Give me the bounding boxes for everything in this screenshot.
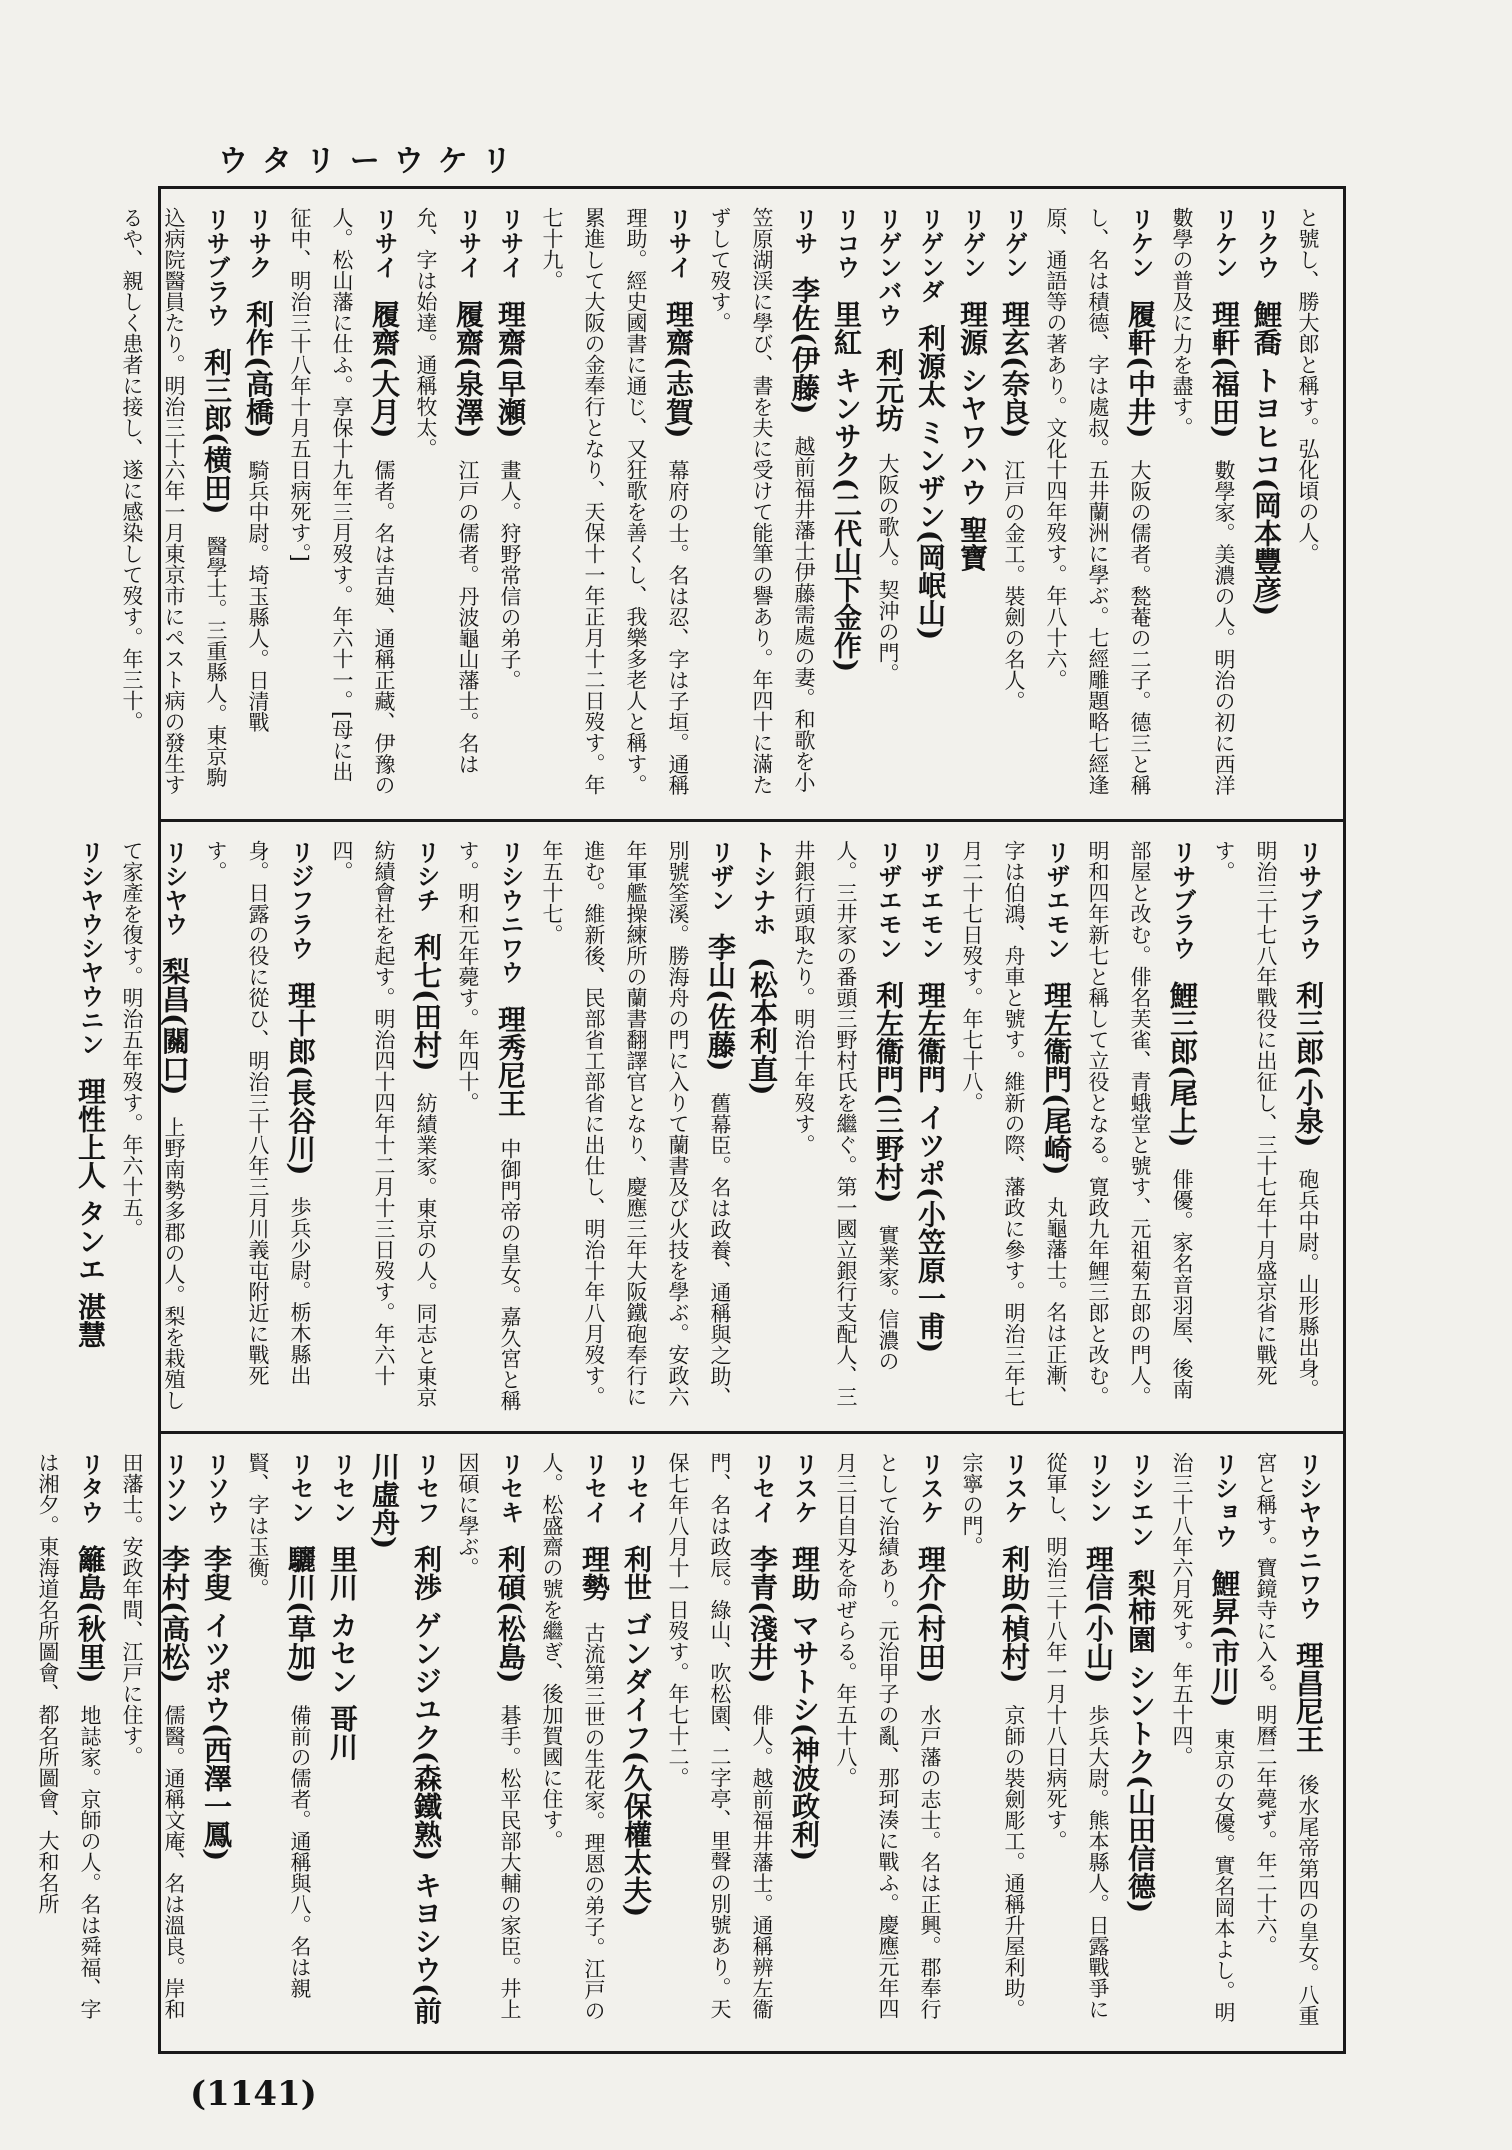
entry-headword: 利渉 ゲンジユク(森鐵熟) キヨシウ(前川虛舟) [368,1452,443,2025]
dictionary-entry [363,1452,447,2033]
entry-reading: リゲンバウ [874,207,902,327]
page-number: (1141) [190,2074,317,2114]
entry-headword: 理齋(早瀬) [494,300,527,439]
entry-description: 後水尾帝第四の皇女。八重宮と稱す。寶鏡寺に入る。明曆二年薨ず。年二十六。 [1254,1452,1320,2026]
entry-description: 醫學士。三重縣人。東京駒込病院醫員たり。明治三十六年一月東京市にペスト病の發生するや、親しく患者に接し、遂に感染して歿す。年三十。 [120,207,228,795]
dictionary-entry [1287,207,1329,801]
entry-reading: リサイ [370,207,398,279]
entry-reading: リコウ [832,207,860,279]
entry-headword: 利世 ゴンダイフ(久保權太夫) [620,1545,653,1918]
entry-headword: 驪川(草加) [284,1545,317,1684]
entry-headword: 李佐(伊藤) [788,276,821,415]
entry-reading: リセキ [496,1452,524,1524]
entry-headword: 利左衞門(三野村) [872,981,905,1204]
entry-description: 大阪の歌人。契沖の門。 [876,453,900,684]
entry-description: 俳人。越前福井藩士。通稱辨左衞門、名は政辰。綠山、吹松園、二字亭、里聲の別號あり。天保七年八月十一日歿す。年七十二。 [666,1452,774,2020]
entry-headword: 鯉喬 トヨヒコ(岡本豐彦) [1250,300,1283,617]
entry-description: 舊幕臣。名は政養、通稱與之助、別號筌溪。勝海舟の門に入りて蘭書及び火技を學ぶ。安政六年軍艦操練所の蘭書翻譯官となり、慶應三年大阪鐵砲奉行に進む。維新後、民部省工部省に出仕し、明治十年八月歿す。年五十七。 [540,840,732,1408]
dictionary-entry [111,840,195,1413]
entry-reading: リサ [790,207,818,255]
entry-headword: 鯉昇(市川) [1208,1569,1241,1708]
entry-reading: リショウ [1210,1452,1238,1548]
entry-headword: 李村(高松) [158,1545,191,1684]
entry-description: 歩兵大尉。熊本縣人。日露戰爭に從軍し、明治三十八年一月十八日病死す。 [1044,1452,1110,2020]
entry-headword: 李山(佐藤) [704,933,737,1072]
dictionary-entry [111,1452,195,2033]
entry-headword: 履軒(中井) [1124,300,1157,439]
entry-headword: 籬島(秋里) [74,1545,107,1684]
dictionary-entry [783,840,909,1413]
entry-reading: リザエモン [916,840,944,960]
entry-description: 儒者。名は吉廸、通稱正藏、伊豫の人。松山藩に仕ふ。享保十九年三月歿す。年六十一。[母に出征中、明治三十八年十月五日病死す。] [288,207,396,796]
dictionary-entry [237,207,279,801]
entry-description: 歩兵少尉。栃木縣出身。日露の役に從ひ、明治三十八年三月川義屯附近に戰死す。 [204,840,312,1386]
entry-reading: リザン [706,840,734,912]
entry-reading: リサイ [454,207,482,279]
running-head: ウタリーウケリ [218,144,526,179]
dictionary-entry [321,1452,363,2033]
entry-headword: 理齋(志賀) [662,300,695,439]
entry-headword: 理昌尼王 [1292,1641,1325,1753]
tier-middle-text [74,840,1329,1413]
entry-reading: リソウ [202,1452,230,1524]
entry-description: と號し、勝大郎と稱す。弘化頃の人。 [1296,207,1320,564]
entry-reading: リセイ [622,1452,650,1524]
dictionary-entry [1245,1452,1329,2033]
entry-reading: リスケ [916,1452,944,1524]
entry-reading: リゲン [1000,207,1028,279]
entry-reading: リザエモン [874,840,902,960]
entry-headword: 利三郎(横田) [200,348,233,515]
entry-headword: 里川 カセン 哥川 [326,1545,359,1761]
entry-headword: 梨柿園 シントク(山田信德) [1124,1569,1157,1914]
entry-reading: リサブラウ [202,207,230,327]
entry-reading: トシナホ [748,840,776,936]
entry-description: 丸龜藩士。名は正漸、字は伯鴻、舟車と號す。維新の際、藩政に參す。明治三年七月二十七日歿す。年七十八。 [960,840,1068,1407]
dictionary-entry [1035,207,1161,801]
entry-headword: 理左衞門(尾崎) [1040,981,1073,1176]
entry-description: 京師の裝劍彫工。通稱升屋利助。宗寧の門。 [960,1452,1026,2020]
entry-reading: リサイ [664,207,692,279]
entry-reading: リセイ [580,1452,608,1524]
dictionary-entry [993,207,1035,801]
entry-headword: 履齋(泉澤) [452,300,485,439]
entry-reading: リケン [1126,207,1154,279]
entry-description: 東京の女優。實名岡本よし。明治三十八年六月死す。年五十四。 [1170,1452,1236,2023]
entry-description: 數學家。美濃の人。明治の初に西洋數學の普及に力を盡す。 [1170,207,1236,796]
entry-headword: 利助(楨村) [998,1545,1031,1684]
entry-headword: 理助 マサトシ(神波政利) [788,1545,821,1862]
dictionary-entry [531,1452,615,2033]
entry-description: 騎兵中尉。埼玉縣人。日清戰 [246,459,270,733]
entry-reading: リゲンダ [916,207,944,303]
entry-headword: 理性上人 タンエ 湛慧 [74,1077,107,1349]
entry-headword: 鯉三郎(尾上) [1166,981,1199,1148]
dictionary-entry [909,207,951,801]
entry-headword: 利作(高橋) [242,300,275,439]
entry-reading: リサイ [496,207,524,279]
dictionary-entry [237,1452,321,2033]
dictionary-entry [111,207,237,801]
dictionary-entry [1245,207,1287,801]
entry-headword: 理介(村田) [914,1545,947,1684]
entry-description: 備前の儒者。通稱與八。名は親賢、字は玉衡。 [246,1452,312,1999]
entry-reading: リサブラウ [1294,840,1322,960]
dictionary-entry [741,840,783,1413]
entry-reading: リケン [1210,207,1238,279]
dictionary-entry [825,1452,951,2033]
dictionary-entry [69,840,111,1413]
entry-reading: リスケ [790,1452,818,1524]
dictionary-entry [27,1452,111,2033]
entry-description: 俳優。家名音羽屋、後南部屋と改む。俳名芙雀、青蛾堂と號す、元祖菊五郎の門人。明和四年新七と稱して立役となる。寛政九年鯉三郎と改む。 [1086,840,1194,1407]
dictionary-entry [321,840,447,1413]
entry-reading: リサク [244,207,272,279]
entry-headword: 理軒(福田) [1208,300,1241,439]
entry-reading: リシチ [412,840,440,912]
entry-reading: リスケ [1000,1452,1028,1524]
tier-top-text [120,207,1329,801]
dictionary-entry [1161,207,1245,801]
dictionary-entry [783,1452,825,2033]
dictionary-entry [951,207,993,801]
entry-headword: 理玄(奈良) [998,300,1031,439]
dictionary-frame [36,186,1346,2054]
entry-description: 實業家。信濃の人。三井家の番頭三野村氏を繼ぐ。第一國立銀行支配人、三井銀行頭取たり。明治十年歿す。 [792,840,900,1407]
entry-reading: リソン [160,1452,188,1524]
tier-bottom [36,1431,1343,2051]
entry-description: 上野南勢多郡の人。梨を栽殖して家產を復す。明治五年歿す。年六十五。 [120,840,186,1411]
dictionary-entry [447,840,531,1413]
dictionary-entry [615,1452,657,2033]
entry-description: 古流第三世の生花家。理恩の弟子。江戸の人。松盛齋の號を繼ぎ、後加賀國に住す。 [540,1452,606,2021]
entry-reading: リザエモン [1042,840,1070,960]
dictionary-entry [531,840,741,1413]
entry-headword: 理信(小山) [1082,1545,1115,1684]
entry-headword: 理左衞門 イツポ(小笠原一甫) [914,981,947,1354]
entry-headword: 李叟 イツポウ(西澤一鳳) [200,1545,233,1862]
entry-headword: 梨昌(關口) [158,957,191,1096]
entry-reading: リシウニワウ [496,840,524,984]
entry-description: 幕府の士。名は忍、字は子垣。通稱理助。經史國書に通じ、又狂歌を善くし、我樂多老人と稱す。累進して大阪の金奉行となり、天保十一年正月十二日歿す。年七十九。 [540,207,690,796]
entry-headword: 理十郎(長谷川) [284,981,317,1176]
entry-headword: 理源 シヤワハウ 聖寶 [956,300,989,572]
entry-reading: リセン [286,1452,314,1524]
entry-description: 大阪の儒者。甃菴の二子。德三と稱し、名は積德、字は處叔。五井蘭洲に學ぶ。七經雕題略七經逢原、通語等の著あり。文化十四年歿す。年八十六。 [1044,207,1152,796]
entry-description: 水戸藩の志士。名は正興。郡奉行として治績あり。元治甲子の亂、那珂湊に戰ふ。慶應元年四月三日自刄を命ぜらる。年五十八。 [834,1452,942,2020]
dictionary-entry [531,207,699,801]
dictionary-entry [951,840,1077,1413]
entry-reading: リシヤウシヤウニン [76,840,104,1056]
dictionary-entry [1203,840,1329,1413]
entry-description: 地誌家。京師の人。名は舜福、字は湘夕。東海道名所圖會、都名所圖會、大和名所 [36,1452,102,2020]
entry-reading: リシン [1084,1452,1112,1524]
entry-headword: 李青(淺井) [746,1545,779,1684]
entry-headword: 利源太 ミンザン(岡岷山) [914,324,947,641]
entry-reading: リセフ [412,1452,440,1524]
dictionary-entry [195,840,321,1413]
dictionary-entry [447,1452,531,2033]
dictionary-entry [1035,1452,1119,2033]
entry-description: 江戸の儒者。丹波龜山藩士。名は允、字は始達。通稱牧太。 [414,207,480,775]
entry-description: 儒醫。通稱文庵、名は溫良。岸和田藩士。安政年間、江戸に住す。 [120,1452,186,2020]
entry-reading: リシヤウ [160,840,188,936]
entry-headword: 理秀尼王 [494,1005,527,1117]
entry-reading: リゲン [958,207,986,279]
entry-headword: 利碩(松島) [494,1545,527,1684]
entry-headword: 利七(田村) [410,933,443,1072]
entry-reading: リセン [328,1452,356,1524]
entry-description: 畫人。狩野常信の弟子。 [498,459,522,691]
entry-description: 中御門帝の皇女。嘉久宮と稱す。明和元年薨す。年四十。 [456,840,522,1411]
entry-headword: 利三郎(小泉) [1292,981,1325,1148]
entry-headword: (松本利直) [746,957,779,1096]
dictionary-entry [1119,1452,1161,2033]
dictionary-entry [699,207,825,801]
entry-headword: 履齋(大月) [368,300,401,439]
entry-headword: 利元坊 [872,348,905,432]
entry-description: 越前福井藩士伊藤需處の妻。和歌を小笠原湖渓に學び、書を夫に受けて能筆の譽あり。年四十に滿たずして歿す。 [708,207,816,795]
tier-bottom-text [36,1452,1329,2033]
tier-top [120,189,1343,819]
dictionary-entry [279,207,405,801]
dictionary-entry [951,1452,1035,2033]
entry-reading: リクウ [1252,207,1280,279]
entry-description: 江戸の金工。裝劍の名人。 [1002,459,1026,712]
dictionary-entry [1077,840,1203,1413]
dictionary-entry [195,1452,237,2033]
dictionary-entry [909,840,951,1413]
entry-description: 碁手。松平民部大輔の家臣。井上因碩に學ぶ。 [456,1452,522,2020]
dictionary-entry [825,207,867,801]
entry-reading: リシエン [1126,1452,1154,1548]
entry-reading: リシヤウニワウ [1294,1452,1322,1620]
entry-reading: リセイ [748,1452,776,1524]
dictionary-entry [867,207,909,801]
entry-reading: リタウ [76,1452,104,1524]
entry-description: 紡績業家。東京の人。同志と東京紡績會社を起す。明治四十四年十二月十三日歿す。年六十四。 [330,840,438,1408]
dictionary-entry [405,207,489,801]
entry-headword: 理勢 [578,1545,611,1601]
entry-headword: 里紅 キンサク(二代山下金作) [830,300,863,673]
entry-description: 砲兵中尉。山形縣出身。明治三十七八年戰役に出征し、三十七年十月盛京省に戰死す。 [1212,840,1320,1400]
dictionary-entry [657,1452,783,2033]
entry-reading: リジフラウ [286,840,314,960]
tier-middle [74,819,1343,1431]
entry-reading: リサブラウ [1168,840,1196,960]
dictionary-entry [489,207,531,801]
dictionary-entry [1161,1452,1245,2033]
